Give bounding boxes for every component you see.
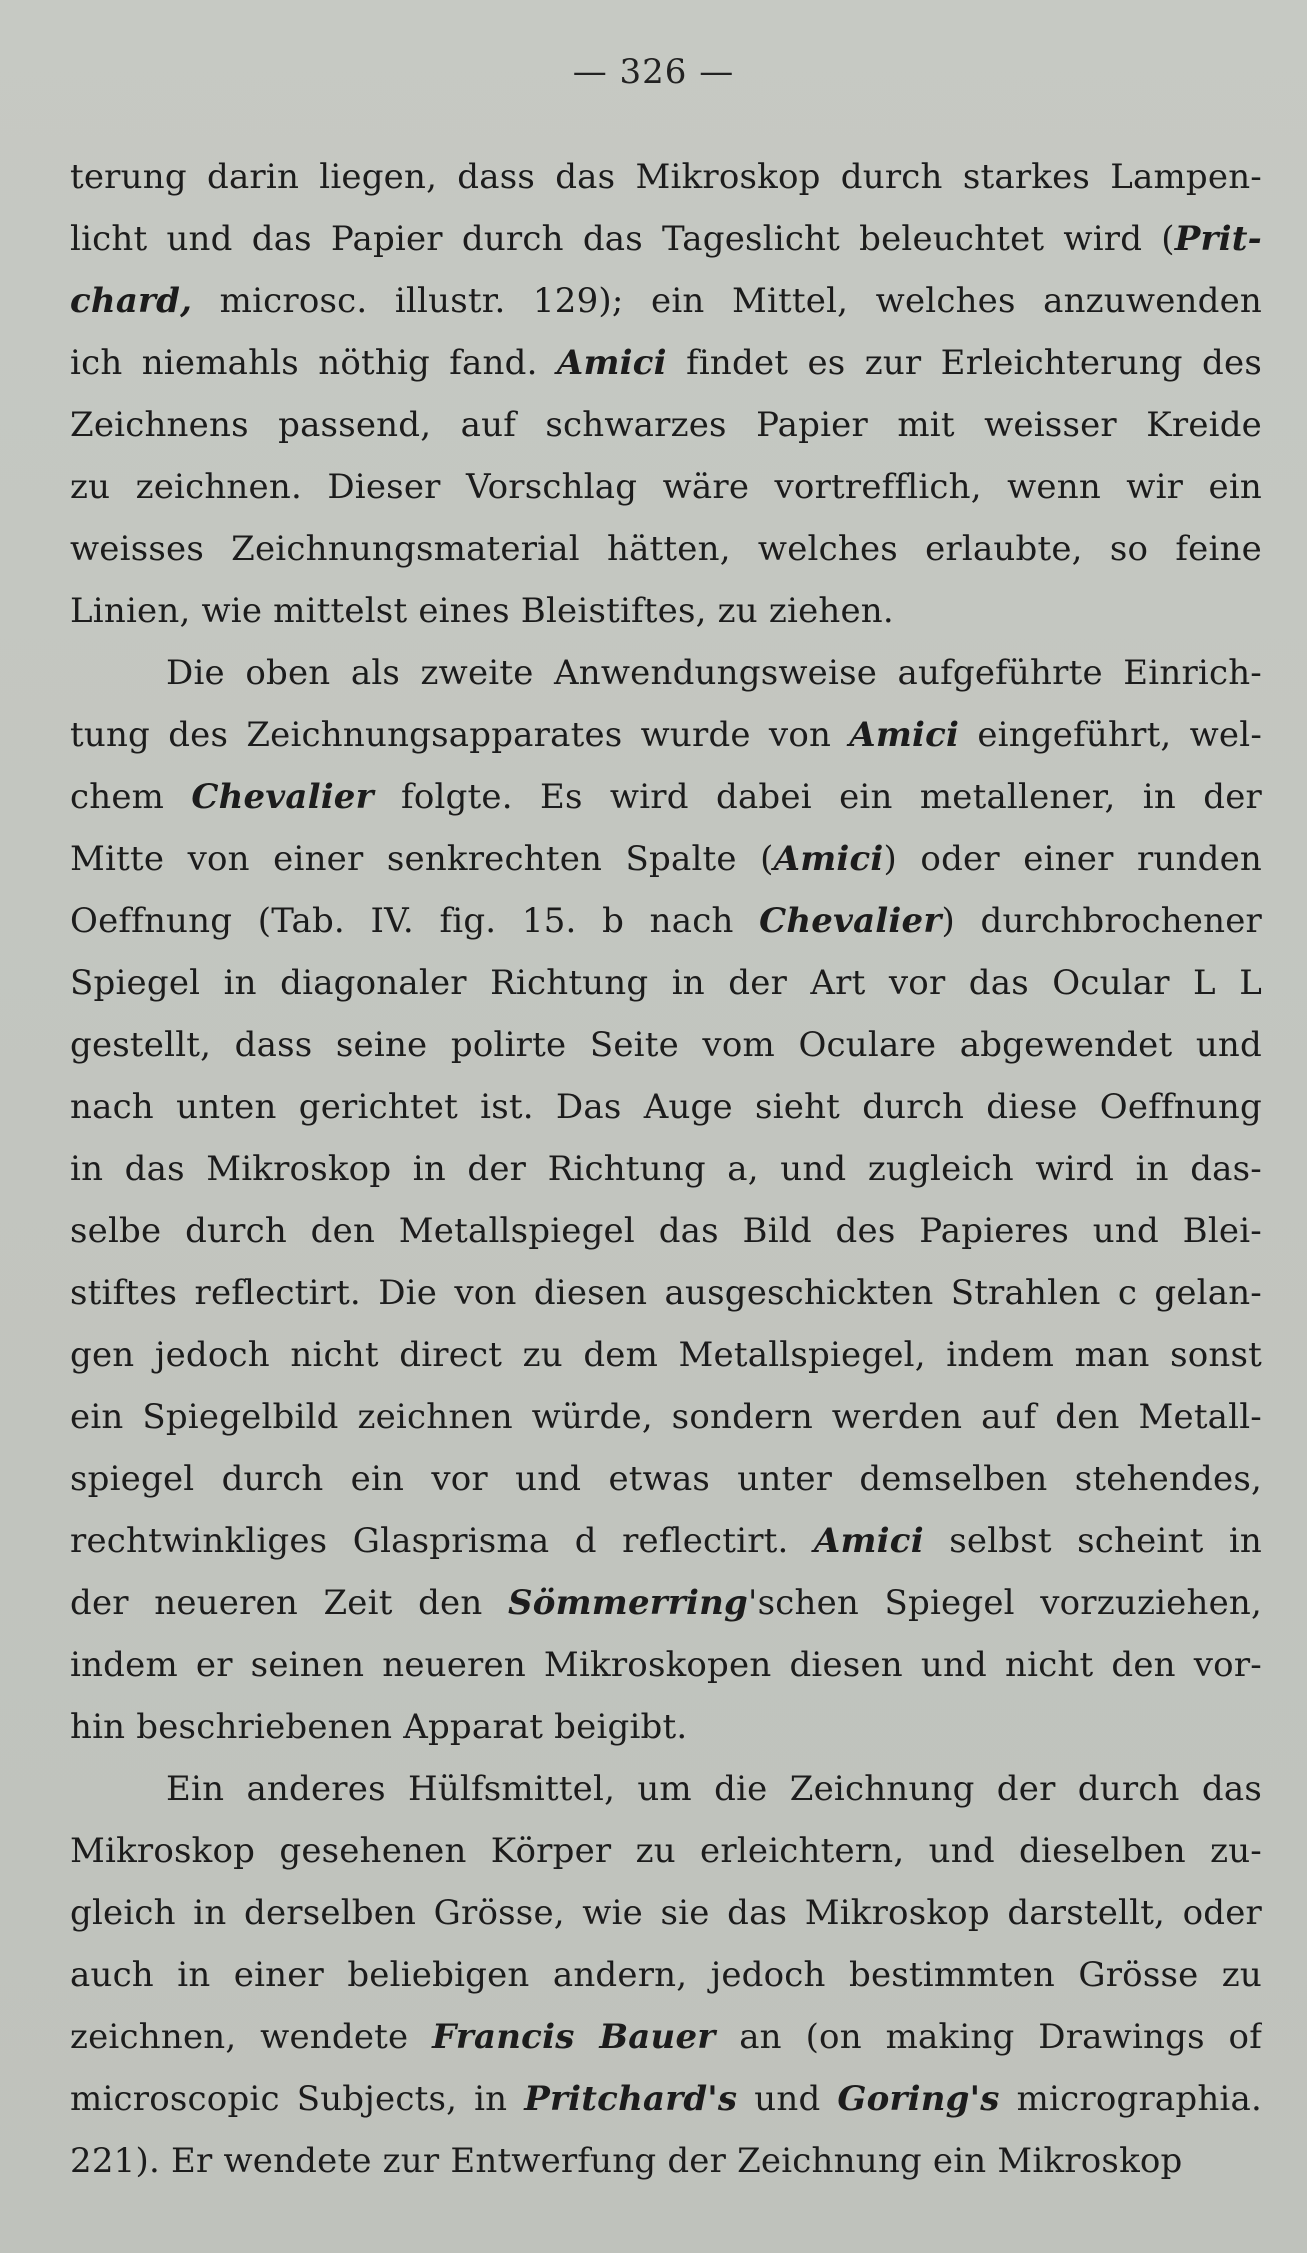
- text-segment: weisses Zeichnungsmaterial hätten, welches erlaubte, so feine: [70, 529, 1262, 569]
- text-line: [70, 456, 1262, 518]
- text-segment: Die oben als zweite Anwendungsweise aufgeführte Einrich-: [166, 653, 1262, 693]
- text-segment: microscopic Subjects, in: [70, 2079, 525, 2119]
- text-segment: Ein anderes Hülfsmittel, um die Zeichnung der durch das: [166, 1769, 1262, 1809]
- text-segment: selbe durch den Metallspiegel das Bild des Papieres und Blei-: [70, 1211, 1262, 1251]
- text-segment: der neueren Zeit den: [70, 1583, 508, 1623]
- text-segment: hin beschriebenen Apparat beigibt.: [70, 1707, 688, 1747]
- paragraph: [70, 146, 1262, 642]
- text-line: [70, 270, 1262, 332]
- text-line: [70, 1138, 1262, 1200]
- text-line: [70, 704, 1262, 766]
- text-segment: an (on making Drawings of: [715, 2017, 1262, 2057]
- text-line: [70, 2130, 1262, 2192]
- text-segment: nach unten gerichtet ist. Das Auge sieht durch diese Oeffnung: [70, 1087, 1262, 1127]
- text-line: [70, 146, 1262, 208]
- text-line: [70, 1262, 1262, 1324]
- text-segment: zu zeichnen. Dieser Vorschlag wäre vortrefflich, wenn wir ein: [70, 467, 1262, 507]
- italic-name: Amici: [773, 839, 884, 879]
- text-segment: auch in einer beliebigen andern, jedoch bestimmten Grösse zu: [70, 1955, 1262, 1995]
- text-line: [70, 1634, 1262, 1696]
- text-line: [70, 332, 1262, 394]
- text-segment: Mitte von einer senkrechten Spalte (: [70, 839, 774, 879]
- text-segment: ich niemahls nöthig fand.: [70, 343, 557, 383]
- text-line: [70, 1882, 1262, 1944]
- text-line: [70, 1324, 1262, 1386]
- italic-name: Amici: [849, 715, 960, 755]
- body-text: [70, 146, 1262, 2192]
- text-segment: ein Spiegelbild zeichnen würde, sondern werden auf den Metall-: [70, 1397, 1262, 1437]
- text-line: [70, 1572, 1262, 1634]
- text-segment: findet es zur Erleichterung des: [666, 343, 1262, 383]
- text-line: [70, 642, 1262, 704]
- italic-name: chard,: [70, 281, 193, 321]
- text-line: [70, 1014, 1262, 1076]
- text-segment: 'schen Spiegel vorzuziehen,: [748, 1583, 1262, 1623]
- text-line: [70, 890, 1262, 952]
- text-line: [70, 766, 1262, 828]
- text-segment: ) durchbrochener: [941, 901, 1262, 941]
- paragraph: [70, 642, 1262, 1758]
- text-line: [70, 580, 1262, 642]
- text-line: [70, 394, 1262, 456]
- text-line: [70, 1696, 1262, 1758]
- text-segment: micrographia.: [999, 2079, 1262, 2119]
- italic-name: Sömmerring: [507, 1583, 749, 1623]
- text-segment: gleich in derselben Grösse, wie sie das Mikroskop darstellt, oder: [70, 1893, 1262, 1933]
- text-segment: tung des Zeichnungsapparates wurde von: [70, 715, 850, 755]
- text-segment: gestellt, dass seine polirte Seite vom Oculare abgewendet und: [70, 1025, 1262, 1065]
- text-line: [70, 2006, 1262, 2068]
- text-segment: folgte. Es wird dabei ein metallener, in der: [373, 777, 1262, 817]
- text-line: [70, 1386, 1262, 1448]
- text-segment: eingeführt, wel-: [959, 715, 1262, 755]
- page-number: — 326 —: [572, 52, 735, 92]
- text-segment: Mikroskop gesehenen Körper zu erleichtern, und dieselben zu-: [70, 1831, 1262, 1871]
- text-line: [70, 1200, 1262, 1262]
- italic-name: Amici: [556, 343, 667, 383]
- text-line: [70, 208, 1262, 270]
- text-segment: chem: [70, 777, 192, 817]
- text-segment: 221). Er wendete zur Entwerfung der Zeichnung ein Mikroskop: [70, 2141, 1183, 2181]
- text-segment: rechtwinkliges Glasprisma d reflectirt.: [70, 1521, 814, 1561]
- text-segment: zeichnen, wendete: [70, 2017, 433, 2057]
- text-segment: Linien, wie mittelst eines Bleistiftes, zu ziehen.: [70, 591, 894, 631]
- text-line: [70, 518, 1262, 580]
- text-segment: terung darin liegen, dass das Mikroskop durch starkes Lampen-: [70, 157, 1262, 197]
- text-line: [70, 952, 1262, 1014]
- text-segment: licht und das Papier durch das Tageslicht beleuchtet wird (: [70, 219, 1175, 259]
- text-line: [70, 1510, 1262, 1572]
- text-segment: und: [737, 2079, 838, 2119]
- text-line: [70, 1076, 1262, 1138]
- text-segment: gen jedoch nicht direct zu dem Metallspiegel, indem man sonst: [70, 1335, 1262, 1375]
- text-segment: ) oder einer runden: [883, 839, 1262, 879]
- text-segment: spiegel durch ein vor und etwas unter demselben stehendes,: [70, 1459, 1262, 1499]
- text-segment: microsc. illustr. 129); ein Mittel, welches anzuwenden: [192, 281, 1262, 321]
- text-segment: indem er seinen neueren Mikroskopen diesen und nicht den vor-: [70, 1645, 1262, 1685]
- text-segment: Oeffnung (Tab. IV. fig. 15. b nach: [70, 901, 760, 941]
- paragraph: [70, 1758, 1262, 2192]
- italic-name: Prit-: [1174, 219, 1262, 259]
- italic-name: Goring's: [837, 2079, 1000, 2119]
- italic-name: Chevalier: [191, 777, 374, 817]
- text-segment: Zeichnens passend, auf schwarzes Papier mit weisser Kreide: [70, 405, 1262, 445]
- text-line: [70, 2068, 1262, 2130]
- italic-name: Francis Bauer: [432, 2017, 716, 2057]
- italic-name: Amici: [813, 1521, 924, 1561]
- text-segment: stiftes reflectirt. Die von diesen ausgeschickten Strahlen c gelan-: [70, 1273, 1262, 1313]
- text-line: [70, 828, 1262, 890]
- text-line: [70, 1758, 1262, 1820]
- text-line: [70, 1448, 1262, 1510]
- text-segment: Spiegel in diagonaler Richtung in der Art vor das Ocular L L: [70, 963, 1262, 1003]
- text-segment: selbst scheint in: [923, 1521, 1262, 1561]
- italic-name: Pritchard's: [524, 2079, 738, 2119]
- italic-name: Chevalier: [759, 901, 942, 941]
- text-segment: in das Mikroskop in der Richtung a, und zugleich wird in das-: [70, 1149, 1262, 1189]
- text-line: [70, 1944, 1262, 2006]
- text-line: [70, 1820, 1262, 1882]
